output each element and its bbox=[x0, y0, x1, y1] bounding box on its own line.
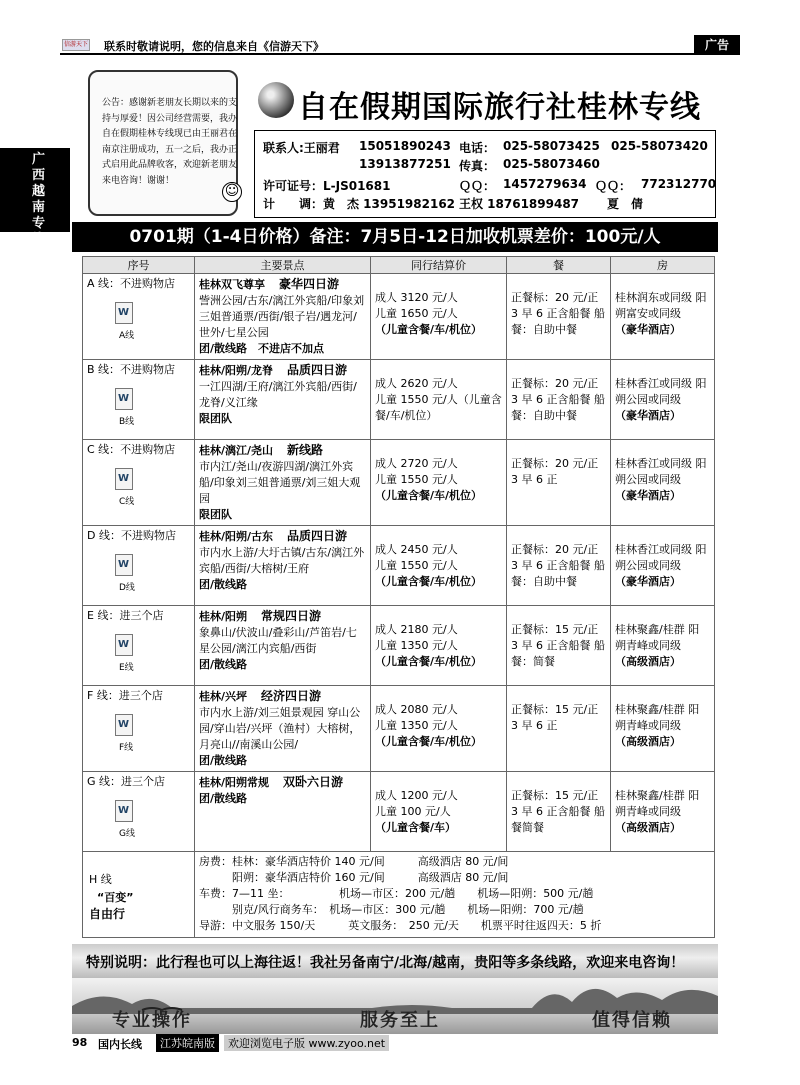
sights-head: 桂林/兴坪 bbox=[199, 690, 248, 703]
room-info: 桂林聚鑫/桂群 阳朔青峰或同级 bbox=[615, 623, 700, 652]
xia-contact: 夏 倩 bbox=[607, 197, 644, 211]
line-cell bbox=[83, 274, 195, 360]
price-adult: 成人 2620 元/人 bbox=[375, 377, 458, 390]
qq-label-2: ＱＱ： bbox=[595, 179, 632, 193]
sights-tag: 新线路 bbox=[287, 443, 324, 457]
sights-tag: 豪华四日游 bbox=[279, 277, 340, 291]
document-icon[interactable] bbox=[115, 554, 133, 576]
sights-tail: 限团队 bbox=[199, 508, 232, 521]
meal-cell bbox=[507, 526, 611, 606]
meal-cell bbox=[507, 686, 611, 772]
price-note: （儿童含餐/车/机位） bbox=[375, 735, 483, 748]
sights-list: 市内江/尧山/夜游四湖/漓江外宾船/印象刘三姐普通票/刘三姐大观园 bbox=[199, 460, 361, 505]
sights-tail: 团/散线路 bbox=[199, 754, 248, 767]
room-info: 桂林聚鑫/桂群 阳朔青峰或同级 bbox=[615, 789, 700, 818]
room-info: 桂林润东或同级 阳朔富安或同级 bbox=[615, 291, 707, 320]
page-number: 98 bbox=[72, 1036, 88, 1049]
meal-cell bbox=[507, 440, 611, 526]
price-child: 儿童 1550 元/人 bbox=[375, 559, 458, 572]
route-body bbox=[83, 274, 715, 852]
col-header-meal: 餐 bbox=[507, 257, 611, 274]
slogan-1: 专业操作 bbox=[112, 1010, 192, 1031]
sights-cell bbox=[195, 360, 371, 440]
section-side-tab: 广西越南专线 bbox=[0, 148, 70, 232]
room-cell bbox=[611, 772, 715, 852]
price-cell bbox=[371, 526, 507, 606]
sights-head: 桂林/阳朔 bbox=[199, 610, 248, 623]
room-info: 桂林香江或同级 阳朔公园或同级 bbox=[615, 457, 707, 486]
room-cell bbox=[611, 526, 715, 606]
table-row bbox=[83, 360, 715, 440]
price-adult: 成人 2720 元/人 bbox=[375, 457, 458, 470]
document-icon[interactable] bbox=[115, 302, 133, 324]
line-name: G 线：进三个店 bbox=[87, 775, 166, 788]
notice-scroll bbox=[88, 70, 238, 216]
room-tag: （高级酒店） bbox=[615, 821, 681, 834]
line-cell bbox=[83, 440, 195, 526]
table-row bbox=[83, 440, 715, 526]
page-footer bbox=[72, 1034, 718, 1050]
sights-tail: 团/散线路 bbox=[199, 658, 248, 671]
meal-cell bbox=[507, 606, 611, 686]
line-name: B 线：不进购物店 bbox=[87, 363, 176, 376]
sights-cell bbox=[195, 274, 371, 360]
line-name: D 线：不进购物店 bbox=[87, 529, 176, 542]
fax-label: 传真： bbox=[459, 159, 496, 173]
line-cell bbox=[83, 360, 195, 440]
line-name: A 线：不进购物店 bbox=[87, 277, 176, 290]
line-cell bbox=[83, 772, 195, 852]
document-icon[interactable] bbox=[115, 468, 133, 490]
line-name: F 线：进三个店 bbox=[87, 689, 163, 702]
meal-cell bbox=[507, 274, 611, 360]
sights-tag: 双卧六日游 bbox=[283, 775, 344, 789]
price-cell bbox=[371, 772, 507, 852]
price-note: （儿童含餐/车/机位） bbox=[375, 323, 483, 336]
col-header-price: 同行结算价 bbox=[371, 257, 507, 274]
sights-list: 象鼻山/伏波山/叠彩山/芦笛岩/七星公园/漓江内宾船/西街 bbox=[199, 626, 357, 655]
room-cell bbox=[611, 360, 715, 440]
price-note: （儿童含餐/车/机位） bbox=[375, 655, 483, 668]
room-tag: （豪华酒店） bbox=[615, 323, 681, 336]
sights-list: 訾洲公园/古东/漓江外宾船/印象刘三姐普通票/西街/银子岩/遇龙河/世外/七星公园 bbox=[199, 294, 365, 339]
sights-tail: 团/散线路 bbox=[199, 578, 248, 591]
edition-label: 江苏皖南版 bbox=[156, 1034, 219, 1052]
meal-info: 正餐标：15 元/正 3 早 6 正含船餐 船餐：简餐 bbox=[511, 623, 605, 668]
room-cell bbox=[611, 440, 715, 526]
line-doc-label: G线 bbox=[119, 829, 135, 839]
h-row-1: 房费：桂林：豪华酒店特价 140 元/间 高级酒店 80 元/间 bbox=[199, 855, 509, 868]
sights-head: 桂林双飞尊享 bbox=[199, 278, 265, 291]
agency-logo-icon bbox=[258, 82, 294, 118]
tel-1: 025-58073425 bbox=[503, 139, 600, 153]
sights-tag: 品质四日游 bbox=[287, 529, 348, 543]
sights-head: 桂林/阳朔常规 bbox=[199, 776, 270, 789]
sights-cell bbox=[195, 686, 371, 772]
h-row-2: 阳朔：豪华酒店特价 160 元/间 高级酒店 80 元/间 bbox=[199, 871, 509, 884]
line-doc-label: F线 bbox=[119, 743, 134, 753]
table-header-row bbox=[83, 257, 715, 274]
room-cell bbox=[611, 606, 715, 686]
document-icon[interactable] bbox=[115, 634, 133, 656]
wangquan-contact: 王权 18761899487 bbox=[459, 197, 580, 211]
price-cell bbox=[371, 440, 507, 526]
meal-info: 正餐标：20 元/正 3 早 6 正含船餐 船餐：自助中餐 bbox=[511, 377, 605, 422]
sights-list: 一江四湖/王府/漓江外宾船/西街/龙脊/义江缘 bbox=[199, 380, 357, 409]
qq-label-1: ＱＱ： bbox=[459, 179, 496, 193]
tel-2: 025-58073420 bbox=[611, 139, 708, 153]
room-cell bbox=[611, 686, 715, 772]
price-adult: 成人 1200 元/人 bbox=[375, 789, 458, 802]
sights-tag: 品质四日游 bbox=[287, 363, 348, 377]
magazine-logo: 信游天下 bbox=[62, 39, 90, 51]
meal-info: 正餐标：20 元/正 3 早 6 正含船餐 船餐：自助中餐 bbox=[511, 291, 605, 336]
document-icon[interactable] bbox=[115, 388, 133, 410]
sights-tag: 常规四日游 bbox=[261, 609, 322, 623]
document-icon[interactable] bbox=[115, 714, 133, 736]
price-child: 儿童 1550 元/人（儿童含餐/车/机位） bbox=[375, 393, 502, 422]
line-doc-label: D线 bbox=[119, 583, 135, 593]
price-child: 儿童 1550 元/人 bbox=[375, 473, 458, 486]
top-bar bbox=[60, 35, 740, 55]
sights-cell bbox=[195, 440, 371, 526]
contact-person: 联系人:王丽君 bbox=[263, 141, 340, 155]
h-line-subtitle: “百变” bbox=[97, 891, 134, 904]
sights-head: 桂林/阳朔/古东 bbox=[199, 530, 274, 543]
smile-icon: ☺ bbox=[222, 182, 242, 202]
meal-info: 正餐标：20 元/正 3 早 6 正含船餐 船餐：自助中餐 bbox=[511, 543, 605, 588]
table-row bbox=[83, 606, 715, 686]
meal-cell bbox=[507, 360, 611, 440]
h-line-name: H 线 bbox=[89, 873, 112, 886]
special-note: 特别说明：此行程也可以上海往返！我社另备南宁/北海/越南，贵阳等多条线路，欢迎来电咨询！ bbox=[86, 955, 685, 971]
price-child: 儿童 1650 元/人 bbox=[375, 307, 458, 320]
h-line-cell bbox=[83, 852, 195, 938]
license-number: 许可证号：L-JS01681 bbox=[263, 179, 391, 193]
room-tag: （高级酒店） bbox=[615, 735, 681, 748]
agency-title: 自在假期国际旅行社桂林专线 bbox=[298, 90, 701, 125]
meal-cell bbox=[507, 772, 611, 852]
room-info: 桂林香江或同级 阳朔公园或同级 bbox=[615, 377, 707, 406]
line-doc-label: C线 bbox=[119, 497, 135, 507]
route-table bbox=[82, 256, 715, 938]
sights-tail: 团/散线路 不进店不加点 bbox=[199, 342, 325, 355]
tel-label: 电话： bbox=[459, 141, 496, 155]
meal-info: 正餐标：20 元/正 3 早 6 正 bbox=[511, 457, 599, 486]
room-info: 桂林聚鑫/桂群 阳朔青峰或同级 bbox=[615, 703, 700, 732]
h-row-3: 车费：7—11 坐： 机场—市区：200 元/趟 机场—阳朔：500 元/趟 bbox=[199, 887, 594, 900]
room-tag: （豪华酒店） bbox=[615, 409, 681, 422]
price-cell bbox=[371, 686, 507, 772]
sights-cell bbox=[195, 606, 371, 686]
col-header-sights: 主要景点 bbox=[195, 257, 371, 274]
price-note: （儿童含餐/车/机位） bbox=[375, 489, 483, 502]
table-row bbox=[83, 772, 715, 852]
h-line-details bbox=[195, 852, 715, 938]
sights-tail: 限团队 bbox=[199, 412, 232, 425]
notice-text: 公告：感谢新老朋友长期以来的支持与厚爱！因公司经营需要，我办自在假期桂林专线现已由王丽君在南京注册成功，五一之后，我办正式启用此品牌收客，欢迎新老朋友来电咨询！谢谢！ bbox=[102, 98, 238, 186]
slogan-2: 服务至上 bbox=[360, 1010, 440, 1031]
room-tag: （高级酒店） bbox=[615, 655, 681, 668]
price-adult: 成人 2180 元/人 bbox=[375, 623, 458, 636]
price-child: 儿童 100 元/人 bbox=[375, 805, 451, 818]
line-cell bbox=[83, 686, 195, 772]
meal-info: 正餐标：15 元/正 3 早 6 正 bbox=[511, 703, 599, 732]
price-adult: 成人 2450 元/人 bbox=[375, 543, 458, 556]
sights-tag: 经济四日游 bbox=[261, 689, 322, 703]
sights-head: 桂林/阳朔/龙脊 bbox=[199, 364, 274, 377]
sights-list: 市内水上游/大圩古镇/古东/漓江外宾船/西街/大榕树/王府 bbox=[199, 546, 365, 575]
special-note-bar bbox=[72, 944, 718, 978]
mobile-1: 15051890243 bbox=[359, 139, 451, 153]
h-row-5: 导游：中文服务 150/天 英文服务： 250 元/天 机票平时往返四天：5 折 bbox=[199, 919, 602, 932]
line-name: C 线：不进购物店 bbox=[87, 443, 176, 456]
room-cell bbox=[611, 274, 715, 360]
meal-info: 正餐标：15 元/正 3 早 6 正含船餐 船餐简餐 bbox=[511, 789, 605, 834]
room-tag: （豪华酒店） bbox=[615, 575, 681, 588]
price-child: 儿童 1350 元/人 bbox=[375, 719, 458, 732]
sights-tail: 团/散线路 bbox=[199, 792, 248, 805]
line-name: E 线：进三个店 bbox=[87, 609, 164, 622]
price-adult: 成人 2080 元/人 bbox=[375, 703, 458, 716]
price-cell bbox=[371, 274, 507, 360]
sights-cell bbox=[195, 526, 371, 606]
room-info: 桂林香江或同级 阳朔公园或同级 bbox=[615, 543, 707, 572]
qq-2: 772312770 bbox=[641, 177, 717, 191]
table-row-h bbox=[83, 852, 715, 938]
line-doc-label: B线 bbox=[119, 417, 135, 427]
document-icon[interactable] bbox=[115, 800, 133, 822]
source-note: 联系时敬请说明，您的信息来自《信游天下》 bbox=[104, 40, 324, 53]
dispatch-contact: 计 调：黄 杰 13951982162 bbox=[263, 197, 456, 211]
sights-head: 桂林/漓江/尧山 bbox=[199, 444, 274, 457]
line-cell bbox=[83, 606, 195, 686]
h-line-type: 自由行 bbox=[89, 907, 126, 921]
price-cell bbox=[371, 606, 507, 686]
website-link[interactable]: 欢迎浏览电子版 www.zyoo.net bbox=[224, 1035, 389, 1051]
col-header-number: 序号 bbox=[83, 257, 195, 274]
line-cell bbox=[83, 526, 195, 606]
issue-price-bar: 0701期（1-4日价格）备注：7月5日-12日加收机票差价：100元/人 bbox=[72, 222, 718, 252]
table-row bbox=[83, 274, 715, 360]
price-cell bbox=[371, 360, 507, 440]
slogan-3: 值得信赖 bbox=[592, 1010, 672, 1031]
section-name: 国内长线 bbox=[98, 1038, 142, 1051]
mobile-2: 13913877251 bbox=[359, 157, 451, 171]
price-adult: 成人 3120 元/人 bbox=[375, 291, 458, 304]
line-doc-label: E线 bbox=[119, 663, 134, 673]
contact-box bbox=[254, 130, 716, 218]
qq-1: 1457279634 bbox=[503, 177, 587, 191]
fax-number: 025-58073460 bbox=[503, 157, 600, 171]
table-row bbox=[83, 686, 715, 772]
sights-cell bbox=[195, 772, 371, 852]
room-tag: （豪华酒店） bbox=[615, 489, 681, 502]
sights-list: 市内水上游/刘三姐景观园 穿山公园/穿山岩/兴坪（渔村）大榕树，月亮山//南溪山公园/ bbox=[199, 706, 361, 751]
col-header-room: 房 bbox=[611, 257, 715, 274]
price-note: （儿童含餐/车） bbox=[375, 821, 457, 834]
line-doc-label: A线 bbox=[119, 331, 135, 341]
table-row bbox=[83, 526, 715, 606]
ad-label: 广告 bbox=[694, 35, 740, 55]
price-child: 儿童 1350 元/人 bbox=[375, 639, 458, 652]
price-note: （儿童含餐/车/机位） bbox=[375, 575, 483, 588]
landscape-banner bbox=[72, 978, 718, 1034]
h-row-4: 别克/风行商务车： 机场—市区：300 元/趟 机场—阳朔：700 元/趟 bbox=[199, 903, 584, 916]
